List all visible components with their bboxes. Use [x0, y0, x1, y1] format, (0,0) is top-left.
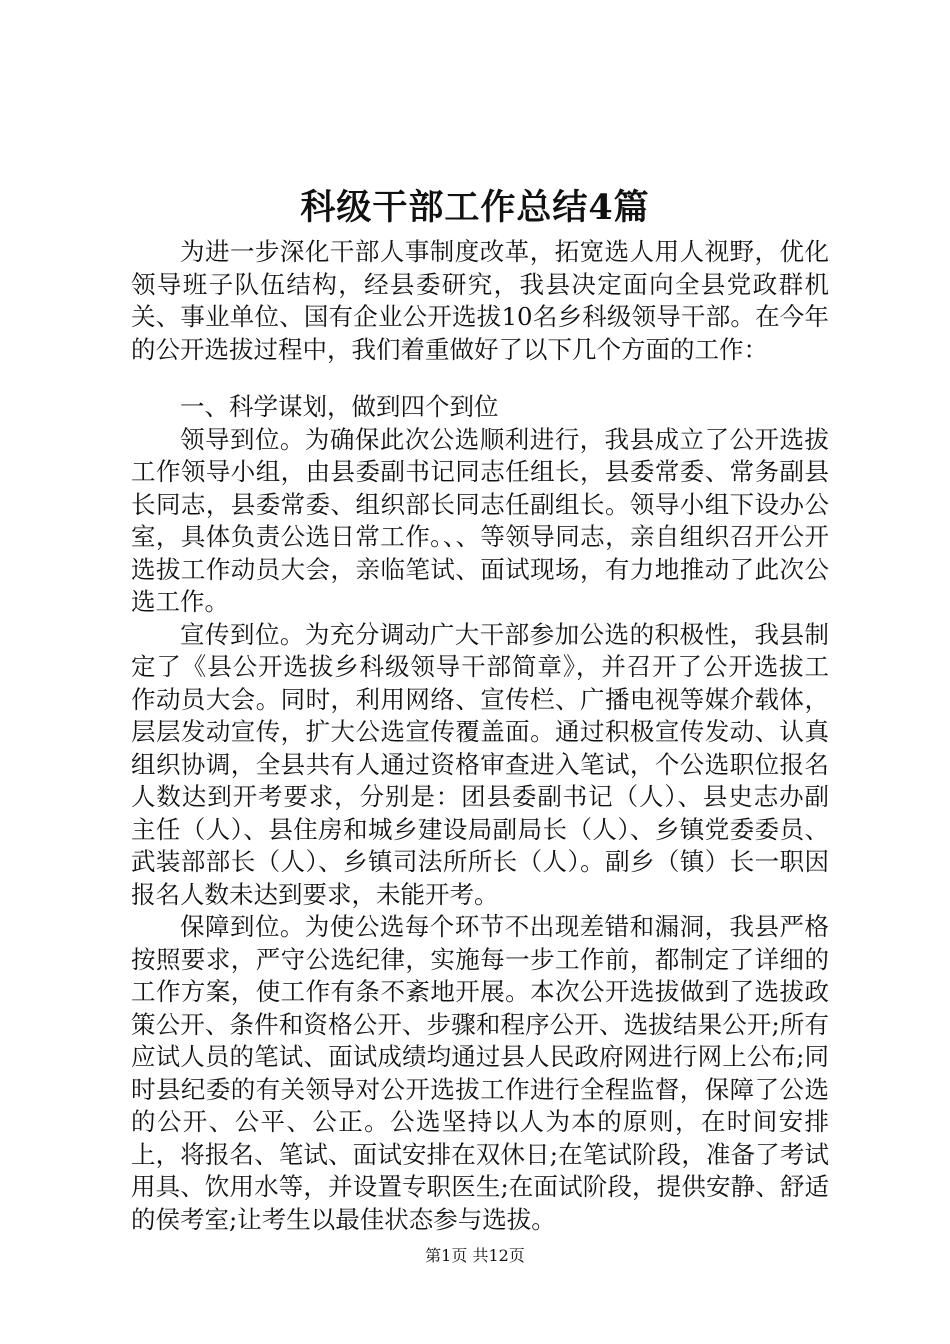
page-footer: 第1页 共12页	[425, 1246, 525, 1265]
section-heading: 一、科学谋划，做到四个到位	[180, 392, 499, 421]
publicity-paragraph: 宣传到位。为充分调动广大干部参加公选的积极性，我县制定了《县公开选拔乡科级领导干部简章》，并召开了公开选拔工作动员大会。同时，利用网络、宣传栏、广播电视等媒介载体，层层发动宣传，扩大公选宣传覆盖面。通过积极宣传发动、认真组织协调，全县共有人通过资格审查进入笔试，个公选职位报名人数达到开考要求，分别是：团县委副书记（人）、县史志办副主任（人）、县住房和城乡建设局副局长（人）、乡镇党委委员、武装部部长（人）、乡镇司法所所长（人）。副乡（镇）长一职因报名人数未达到要求，未能开考。	[131, 619, 829, 909]
document-body	[131, 236, 829, 1236]
leadership-paragraph: 领导到位。为确保此次公选顺利进行，我县成立了公开选拔工作领导小组，由县委副书记同志任组长，县委常委、常务副县长同志，县委常委、组织部长同志任副组长。领导小组下设办公室，具体负责公选日常工作。、、等领导同志，亲自组织召开公开选拔工作动员大会，亲临笔试、面试现场，有力地推动了此次公选工作。	[131, 424, 829, 616]
document-title: 科级干部工作总结4篇	[300, 187, 650, 228]
intro-paragraph: 为进一步深化干部人事制度改革，拓宽选人用人视野，优化领导班子队伍结构，经县委研究，我县决定面向全县党政群机关、事业单位、国有企业公开选拔10名乡科级领导干部。在今年的公开选拔过程中，我们着重做好了以下几个方面的工作：	[131, 237, 829, 364]
guarantee-paragraph: 保障到位。为使公选每个环节不出现差错和漏洞，我县严格按照要求，严守公选纪律，实施每一步工作前，都制定了详细的工作方案，使工作有条不紊地开展。本次公开选拔做到了选拔政策公开、条件和资格公开、步骤和程序公开、选拔结果公开;所有应试人员的笔试、面试成绩均通过县人民政府网进行网上公布;同时县纪委的有关领导对公开选拔工作进行全程监督，保障了公选的公开、公平、公正。公选坚持以人为本的原则，在时间安排上，将报名、笔试、面试安排在双休日;在笔试阶段，准备了考试用具、饮用水等，并设置专职医生;在面试阶段，提供安静、舒适的侯考室;让考生以最佳状态参与选拔。	[131, 912, 829, 1234]
